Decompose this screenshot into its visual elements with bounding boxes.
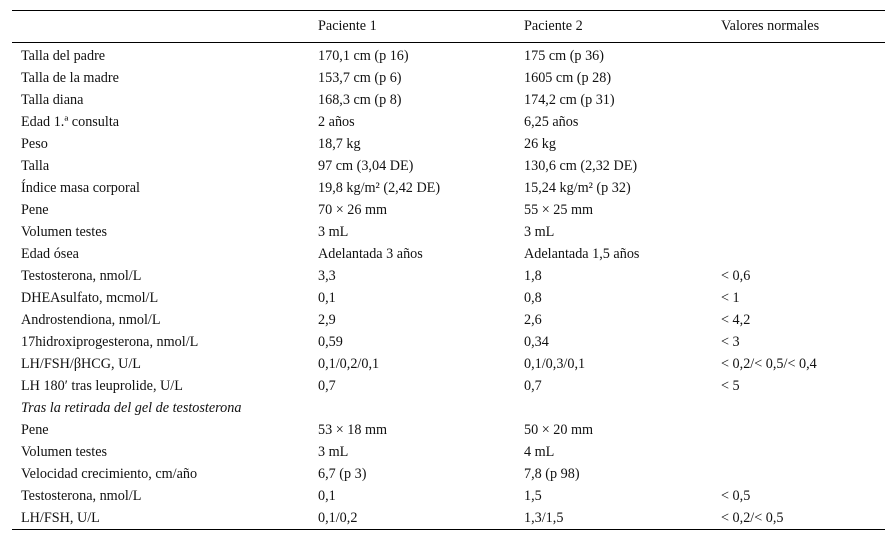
normal-value bbox=[712, 133, 885, 155]
header-cell-patient-1: Paciente 1 bbox=[309, 11, 515, 43]
row-label: Testosterona, nmol/L bbox=[21, 487, 142, 504]
patient-1-value: 3,3 bbox=[318, 267, 336, 284]
table-row bbox=[12, 419, 885, 441]
row-label: Talla de la madre bbox=[21, 69, 119, 86]
patient-1-value: 6,7 (p 3) bbox=[318, 465, 367, 482]
row-label: DHEAsulfato, mcmol/L bbox=[21, 289, 159, 306]
normal-value: < 0,2/< 0,5 bbox=[712, 507, 885, 530]
patient-2-value: 0,8 bbox=[524, 289, 542, 306]
normal-value bbox=[712, 463, 885, 485]
normal-value bbox=[712, 441, 885, 463]
row-label: Índice masa corporal bbox=[21, 179, 140, 196]
table-row bbox=[12, 485, 885, 507]
patient-1-value: Adelantada 3 años bbox=[318, 245, 423, 262]
table-row bbox=[12, 221, 885, 243]
table-row bbox=[12, 67, 885, 89]
table-row bbox=[12, 463, 885, 485]
row-label: Pene bbox=[21, 421, 49, 438]
table-row bbox=[12, 353, 885, 375]
patient-1-value: 0,1/0,2 bbox=[309, 507, 515, 530]
row-label: Velocidad crecimiento, cm/año bbox=[21, 465, 198, 482]
patient-2-value: 15,24 kg/m² (p 32) bbox=[524, 179, 631, 196]
row-label: Androstendiona, nmol/L bbox=[21, 311, 161, 328]
patient-1-value: 170,1 cm (p 16) bbox=[318, 47, 409, 64]
normal-value bbox=[712, 199, 885, 221]
row-label: LH/FSH/βHCG, U/L bbox=[21, 355, 141, 372]
table-body bbox=[12, 43, 885, 530]
patient-2-value: 1,3/1,5 bbox=[515, 507, 712, 530]
patient-1-value: 0,59 bbox=[318, 333, 343, 350]
patient-2-value: 3 mL bbox=[524, 223, 555, 240]
row-label: LH/FSH, U/L bbox=[12, 507, 309, 530]
patient-1-value: 0,1 bbox=[318, 487, 336, 504]
normal-value bbox=[712, 419, 885, 441]
table-row bbox=[12, 89, 885, 111]
clinical-data-table bbox=[12, 10, 885, 530]
patient-2-value: 1,5 bbox=[524, 487, 542, 504]
patient-1-value: 19,8 kg/m² (2,42 DE) bbox=[318, 179, 441, 196]
table-row bbox=[12, 133, 885, 155]
table-row bbox=[12, 243, 885, 265]
row-label: Talla del padre bbox=[21, 47, 106, 64]
row-label: Volumen testes bbox=[21, 223, 108, 240]
patient-2-value: 50 × 20 mm bbox=[524, 421, 594, 438]
patient-1-value: 168,3 cm (p 8) bbox=[318, 91, 402, 108]
patient-1-value: 2 años bbox=[318, 113, 355, 130]
normal-value bbox=[712, 177, 885, 199]
table-row bbox=[12, 111, 885, 133]
normal-value: < 4,2 bbox=[721, 311, 751, 328]
row-label: LH 180′ tras leuprolide, U/L bbox=[21, 377, 183, 394]
patient-2-value: 0,1/0,3/0,1 bbox=[524, 355, 586, 372]
row-label: Edad ósea bbox=[21, 245, 79, 262]
patient-1-value: 53 × 18 mm bbox=[318, 421, 388, 438]
table-row bbox=[12, 155, 885, 177]
normal-value bbox=[712, 67, 885, 89]
patient-2-value: 4 mL bbox=[524, 443, 555, 460]
normal-value bbox=[712, 155, 885, 177]
patient-1-value: 0,1 bbox=[318, 289, 336, 306]
table-row bbox=[12, 309, 885, 331]
patient-2-value: Adelantada 1,5 años bbox=[524, 245, 640, 262]
normal-value bbox=[712, 111, 885, 133]
normal-value: < 0,6 bbox=[721, 267, 751, 284]
patient-1-value: 0,7 bbox=[318, 377, 336, 394]
patient-2-value: 1605 cm (p 28) bbox=[524, 69, 612, 86]
row-label: Pene bbox=[21, 201, 49, 218]
table-row bbox=[12, 287, 885, 309]
row-label: Testosterona, nmol/L bbox=[21, 267, 142, 284]
section-title: Tras la retirada del gel de testosterona bbox=[21, 399, 242, 416]
patient-2-value: 130,6 cm (2,32 DE) bbox=[524, 157, 638, 174]
table-row bbox=[12, 177, 885, 199]
table-header bbox=[12, 11, 885, 43]
table-row bbox=[12, 265, 885, 287]
section-row bbox=[12, 397, 885, 419]
row-label: Talla bbox=[21, 157, 50, 174]
patient-2-value: 26 kg bbox=[524, 135, 556, 152]
patient-1-value: 0,1/0,2/0,1 bbox=[318, 355, 380, 372]
patient-2-value: 175 cm (p 36) bbox=[524, 47, 604, 64]
row-label: 17hidroxiprogesterona, nmol/L bbox=[21, 333, 199, 350]
patient-1-value: 153,7 cm (p 6) bbox=[318, 69, 402, 86]
header-cell-patient-2: Paciente 2 bbox=[515, 11, 712, 43]
normal-value: < 3 bbox=[721, 333, 740, 350]
row-label: Talla diana bbox=[21, 91, 84, 108]
normal-value: < 5 bbox=[721, 377, 740, 394]
table-row bbox=[12, 507, 885, 530]
normal-value bbox=[712, 43, 885, 68]
patient-2-value: 174,2 cm (p 31) bbox=[524, 91, 615, 108]
table-row bbox=[12, 43, 885, 68]
patient-2-value: 2,6 bbox=[524, 311, 542, 328]
patient-1-value: 70 × 26 mm bbox=[318, 201, 388, 218]
header-cell-label bbox=[12, 11, 309, 43]
patient-1-value: 3 mL bbox=[318, 223, 349, 240]
patient-2-value: 0,7 bbox=[524, 377, 542, 394]
patient-1-value: 97 cm (3,04 DE) bbox=[318, 157, 414, 174]
table-row bbox=[12, 441, 885, 463]
header-row bbox=[12, 11, 885, 43]
patient-2-value: 6,25 años bbox=[524, 113, 579, 130]
patient-2-value: 55 × 25 mm bbox=[524, 201, 594, 218]
row-label: Edad 1.ª consulta bbox=[21, 113, 120, 130]
normal-value bbox=[712, 243, 885, 265]
row-label: Volumen testes bbox=[21, 443, 108, 460]
normal-value bbox=[712, 221, 885, 243]
row-label: Peso bbox=[21, 135, 48, 152]
patient-2-value: 7,8 (p 98) bbox=[524, 465, 580, 482]
patient-2-value: 0,34 bbox=[524, 333, 549, 350]
normal-value: < 0,5 bbox=[721, 487, 751, 504]
patient-2-value: 1,8 bbox=[524, 267, 542, 284]
normal-value: < 1 bbox=[721, 289, 740, 306]
table-row bbox=[12, 375, 885, 397]
normal-value: < 0,2/< 0,5/< 0,4 bbox=[721, 355, 817, 372]
patient-1-value: 18,7 kg bbox=[318, 135, 361, 152]
patient-1-value: 2,9 bbox=[318, 311, 336, 328]
patient-1-value: 3 mL bbox=[318, 443, 349, 460]
header-cell-normal-values: Valores normales bbox=[712, 11, 885, 43]
table-row bbox=[12, 331, 885, 353]
table-row bbox=[12, 199, 885, 221]
normal-value bbox=[712, 89, 885, 111]
